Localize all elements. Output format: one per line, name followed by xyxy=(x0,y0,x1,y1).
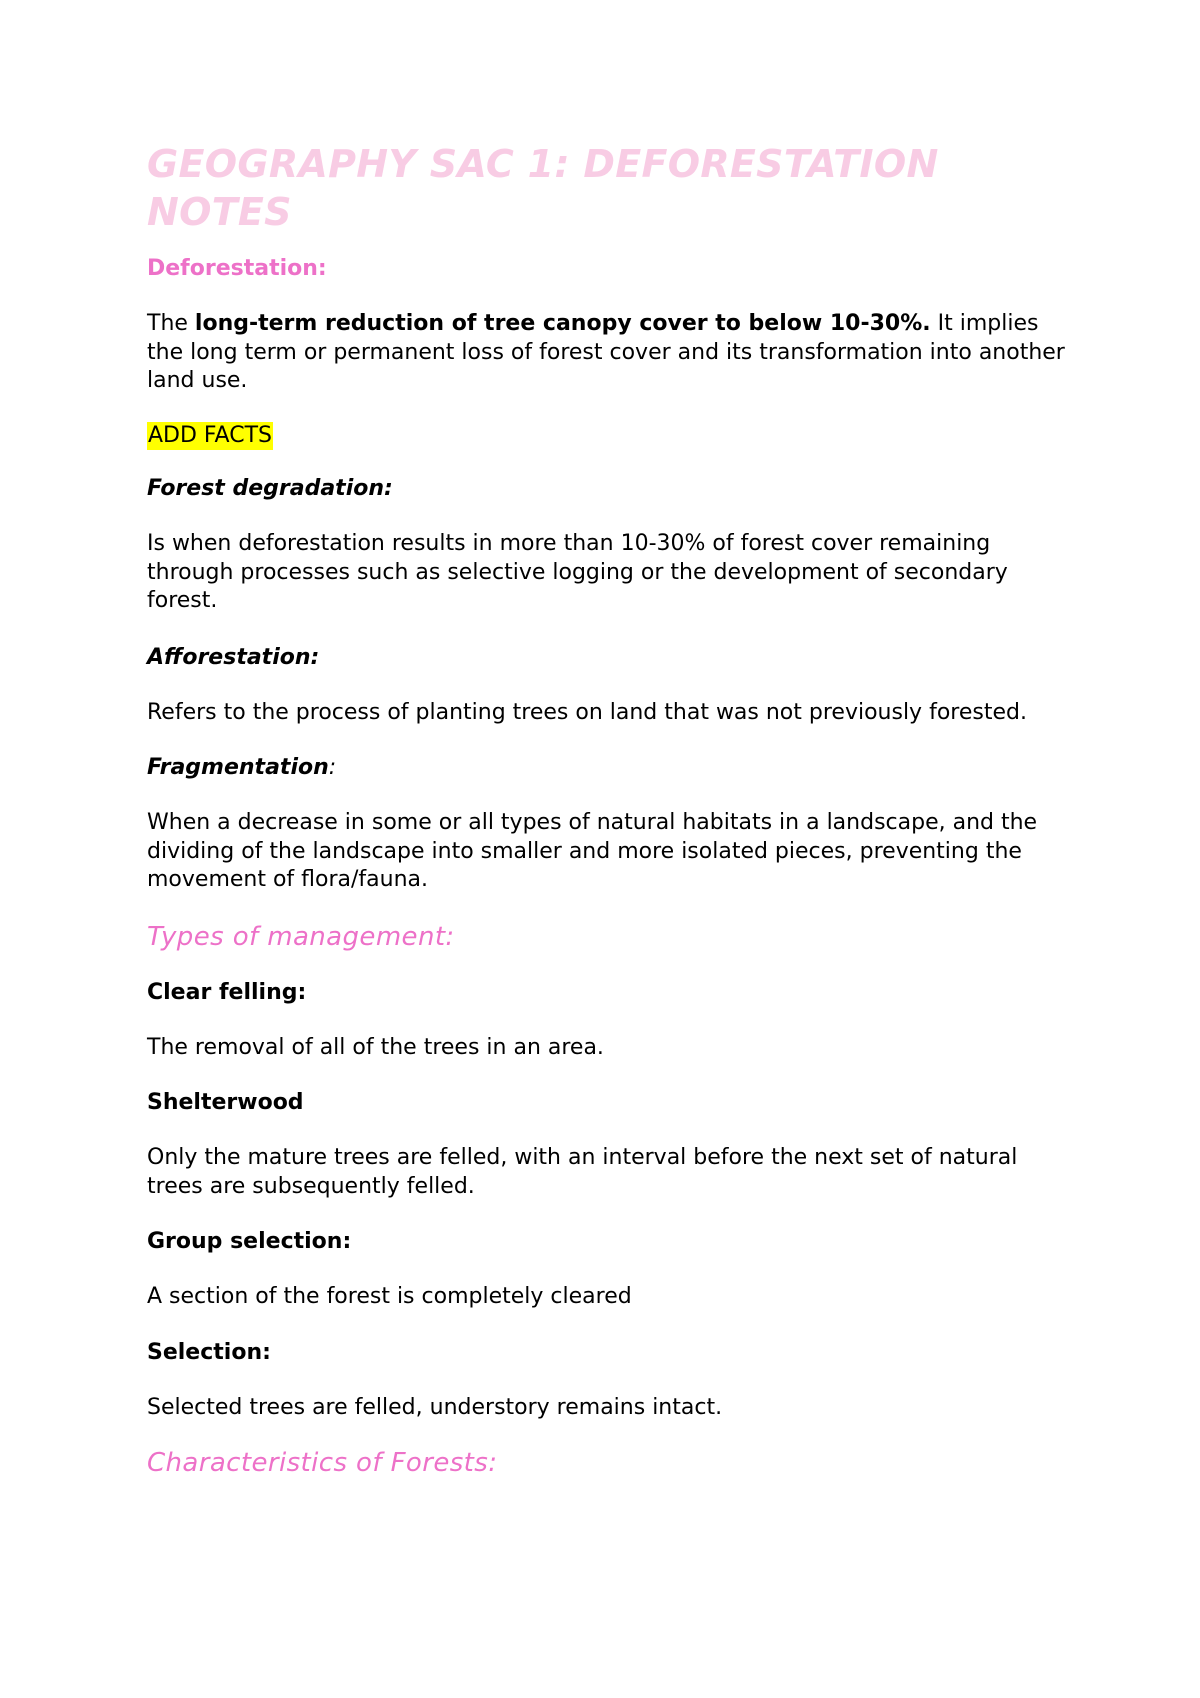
deforestation-heading: Deforestation: xyxy=(147,256,327,281)
add-facts-highlight: ADD FACTS xyxy=(148,422,272,448)
fragmentation-definition: When a decrease in some or all types of natural habitats in a landscape, and the dividing of the landscape into smaller and more isolated pieces, preventing the movement of flora/fauna. xyxy=(147,810,1038,892)
deforestation-definition-prefix: The xyxy=(147,311,195,336)
deforestation-definition-bold: long-term reduction of tree canopy cover to below 10-30%. xyxy=(194,311,931,336)
group-selection-heading: Group selection: xyxy=(147,1229,352,1254)
clear-felling-definition: The removal of all of the trees in an area. xyxy=(147,1034,604,1060)
forest-degradation-definition: Is when deforestation results in more than 10-30% of forest cover remaining through processes such as selective logging or the development of secondary forest. xyxy=(147,531,1008,613)
document-page xyxy=(147,140,1067,1480)
types-of-management-heading: Types of management: xyxy=(147,921,455,952)
fragmentation-heading-label: Fragmentation xyxy=(147,755,329,780)
deforestation-definition xyxy=(147,310,1067,396)
shelterwood-heading: Shelterwood xyxy=(147,1090,304,1115)
document-title xyxy=(147,140,1067,236)
characteristics-of-forests-heading: Characteristics of Forests: xyxy=(147,1448,498,1478)
shelterwood-definition: Only the mature trees are felled, with an interval before the next set of natural trees are subsequently felled. xyxy=(147,1145,1018,1199)
selection-definition: Selected trees are felled, understory remains intact. xyxy=(147,1394,723,1420)
document-title-line-1: GEOGRAPHY SAC 1: DEFORESTATION xyxy=(147,142,939,186)
forest-degradation-heading: Forest degradation: xyxy=(147,476,393,501)
document-title-line-2: NOTES xyxy=(147,190,292,234)
afforestation-heading: Afforestation: xyxy=(147,644,320,670)
clear-felling-heading: Clear felling: xyxy=(147,979,307,1005)
add-facts-paragraph xyxy=(147,422,1067,451)
selection-heading: Selection: xyxy=(147,1339,271,1365)
deforestation-definition-suffix: It implies the long term or permanent loss of forest cover and its transformation into another land use. xyxy=(147,311,1065,393)
group-selection-definition: A section of the forest is completely cleared xyxy=(147,1284,632,1309)
fragmentation-heading xyxy=(147,753,1067,782)
afforestation-definition: Refers to the process of planting trees on land that was not previously forested. xyxy=(147,699,1027,725)
fragmentation-heading-colon: : xyxy=(328,755,337,780)
